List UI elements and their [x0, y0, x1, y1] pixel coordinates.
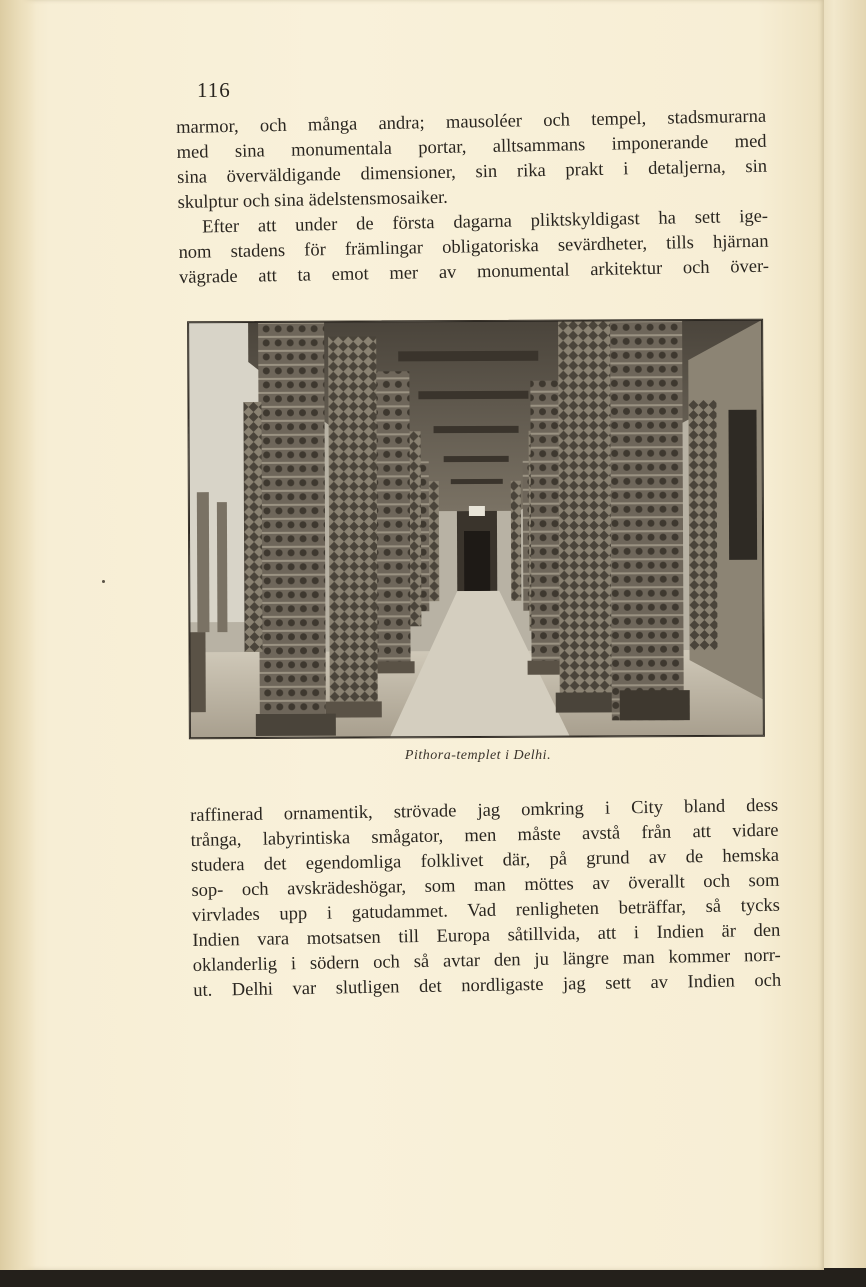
paragraph-top — [176, 106, 770, 288]
text-line: Efter att under de första dagarna pliktskyldigast ha sett ige- — [201, 206, 769, 238]
text-line: med sina monumentala portar, alltsammans imponerande med — [176, 131, 767, 163]
text-line: skulptur och sina ädelstensmosaiker. — [177, 187, 449, 213]
background-bottom — [0, 1268, 866, 1287]
text-line: nom stadens för främlingar obligatoriska sevärdheter, tills hjärnan — [178, 231, 769, 263]
paragraph-bottom — [190, 795, 782, 1001]
figure-caption: Pithora-templet i Delhi. — [404, 748, 552, 763]
text-line: raffinerad ornamentik, strövade jag omkring i City bland dess — [190, 795, 779, 826]
text-line: Indien vara motsatsen till Europa såtillvida, att i Indien är den — [192, 920, 781, 951]
text-line: trånga, labyrintiska smågator, men måste avstå från att vidare — [190, 820, 779, 851]
text-line: marmor, och många andra; mausoléer och tempel, stadsmurarna — [176, 106, 767, 138]
text-line: studera det egendomliga folklivet där, på grund av de hemska — [190, 845, 780, 876]
page-number: 116 — [197, 78, 231, 102]
text-line: oklanderlig i södern och så avtar den ju längre man kommer norr- — [192, 945, 781, 976]
page-gutter — [0, 0, 36, 1270]
paper-speck — [102, 580, 105, 583]
page-edge — [820, 0, 866, 1287]
text-line: vägrade att ta emot mer av monumental arkitektur och över- — [178, 256, 770, 288]
text-line: sop- och avskrädeshögar, som man möttes av överallt och som — [191, 870, 780, 901]
text-line: ut. Delhi var slutligen det nordligaste jag sett av Indien och — [193, 970, 782, 1001]
text-line: virvlades upp i gatudammet. Vad renligheten beträffar, så tycks — [191, 895, 781, 926]
text-line: sina överväldigande dimensioner, sin rika prakt i detaljerna, sin — [176, 156, 768, 188]
temple-photograph — [187, 319, 765, 740]
